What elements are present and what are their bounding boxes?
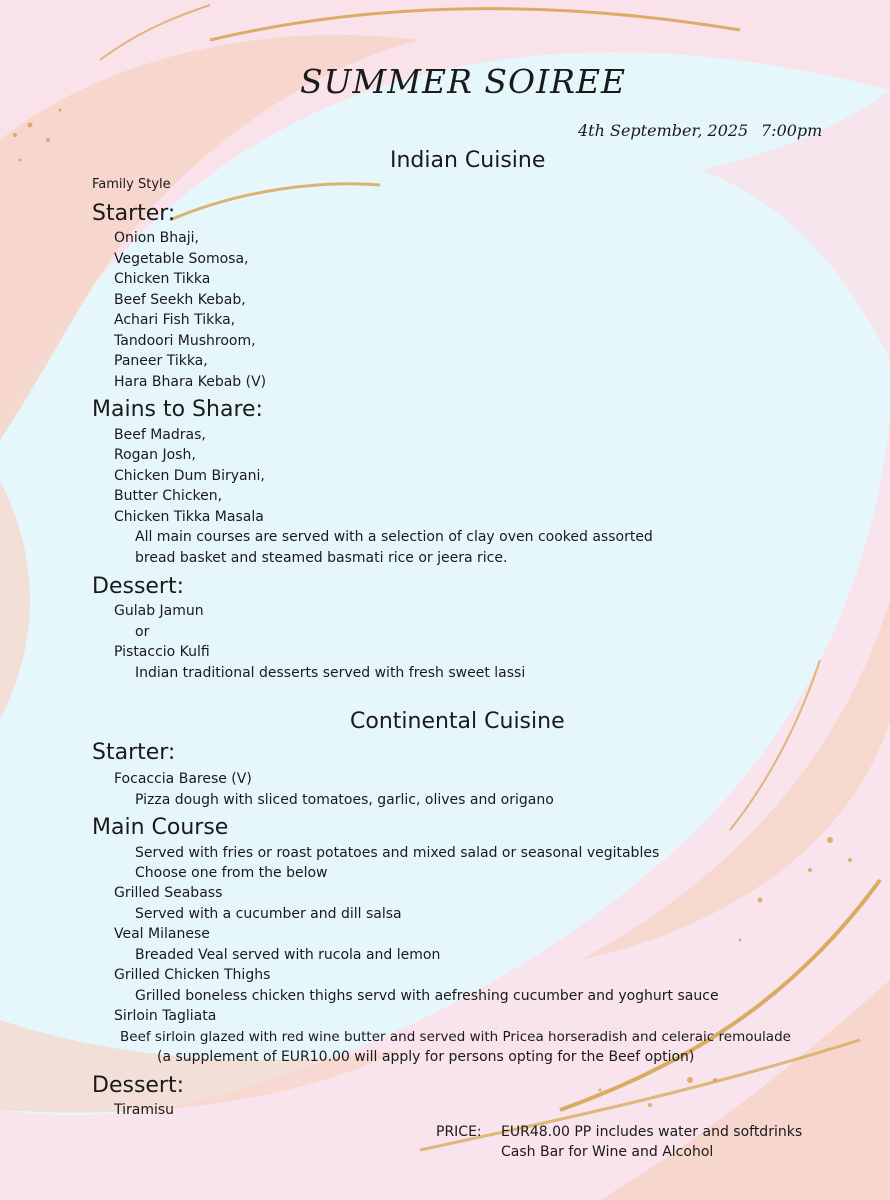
menu-item: Tandoori Mushroom, — [114, 333, 256, 349]
indian-dessert-heading: Dessert: — [92, 574, 185, 599]
menu-item: Beef Madras, — [114, 427, 206, 443]
menu-item: Butter Chicken, — [114, 488, 223, 504]
event-date: 4th September, 2025 — [578, 121, 749, 140]
menu-item: Onion Bhaji, — [114, 230, 199, 246]
menu-item: Veal Milanese — [114, 926, 210, 942]
main-course-heading: Main Course — [92, 815, 229, 840]
cash-bar-note: Cash Bar for Wine and Alcohol — [501, 1144, 714, 1160]
item-description: Served with a cucumber and dill salsa — [135, 906, 402, 922]
menu-item: Pistaccio Kulfi — [114, 644, 210, 660]
menu-item: Rogan Josh, — [114, 447, 196, 463]
event-time: 7:00pm — [761, 121, 823, 140]
menu-item: Beef Seekh Kebab, — [114, 292, 246, 308]
menu-item: Hara Bhara Kebab (V) — [114, 374, 267, 390]
price-label: PRICE: — [436, 1124, 482, 1140]
item-description: Pizza dough with sliced tomatoes, garlic, olives and origano — [135, 792, 554, 808]
menu-item: Focaccia Barese (V) — [114, 771, 252, 787]
menu-item: Chicken Tikka — [114, 271, 211, 287]
item-description: Beef sirloin glazed with red wine butter and served with Pricea horseradish and celeraic remoulade — [120, 1029, 791, 1045]
menu-item: Sirloin Tagliata — [114, 1008, 217, 1024]
indian-cuisine-heading: Indian Cuisine — [390, 148, 546, 173]
menu-item: Chicken Dum Biryani, — [114, 468, 265, 484]
family-style-label: Family Style — [92, 177, 171, 192]
item-description: Breaded Veal served with rucola and lemon — [135, 947, 441, 963]
mains-note: All main courses are served with a selection of clay oven cooked assorted — [135, 529, 653, 545]
or-label: or — [135, 624, 150, 640]
continental-cuisine-heading: Continental Cuisine — [350, 709, 565, 734]
menu-item: Achari Fish Tikka, — [114, 312, 236, 328]
continental-dessert-heading: Dessert: — [92, 1073, 185, 1098]
main-course-intro: Served with fries or roast potatoes and mixed salad or seasonal vegitables — [135, 845, 660, 861]
indian-mains-heading: Mains to Share: — [92, 397, 263, 422]
menu-item: Gulab Jamun — [114, 603, 204, 619]
dessert-note: Indian traditional desserts served with fresh sweet lassi — [135, 665, 526, 681]
main-course-intro: Choose one from the below — [135, 865, 328, 881]
menu-item: Tiramisu — [114, 1102, 175, 1118]
menu-item: Grilled Seabass — [114, 885, 223, 901]
continental-starter-heading: Starter: — [92, 740, 176, 765]
price-value: EUR48.00 PP includes water and softdrinks — [501, 1124, 803, 1140]
indian-starter-heading: Starter: — [92, 201, 176, 226]
menu-item: Grilled Chicken Thighs — [114, 967, 271, 983]
event-title: SUMMER SOIREE — [300, 62, 627, 101]
mains-note: bread basket and steamed basmati rice or jeera rice. — [135, 550, 508, 566]
menu-item: Paneer Tikka, — [114, 353, 208, 369]
supplement-note: (a supplement of EUR10.00 will apply for persons opting for the Beef option) — [157, 1049, 695, 1065]
item-description: Grilled boneless chicken thighs servd with aefreshing cucumber and yoghurt sauce — [135, 988, 719, 1004]
menu-item: Vegetable Somosa, — [114, 251, 249, 267]
menu-item: Chicken Tikka Masala — [114, 509, 264, 525]
